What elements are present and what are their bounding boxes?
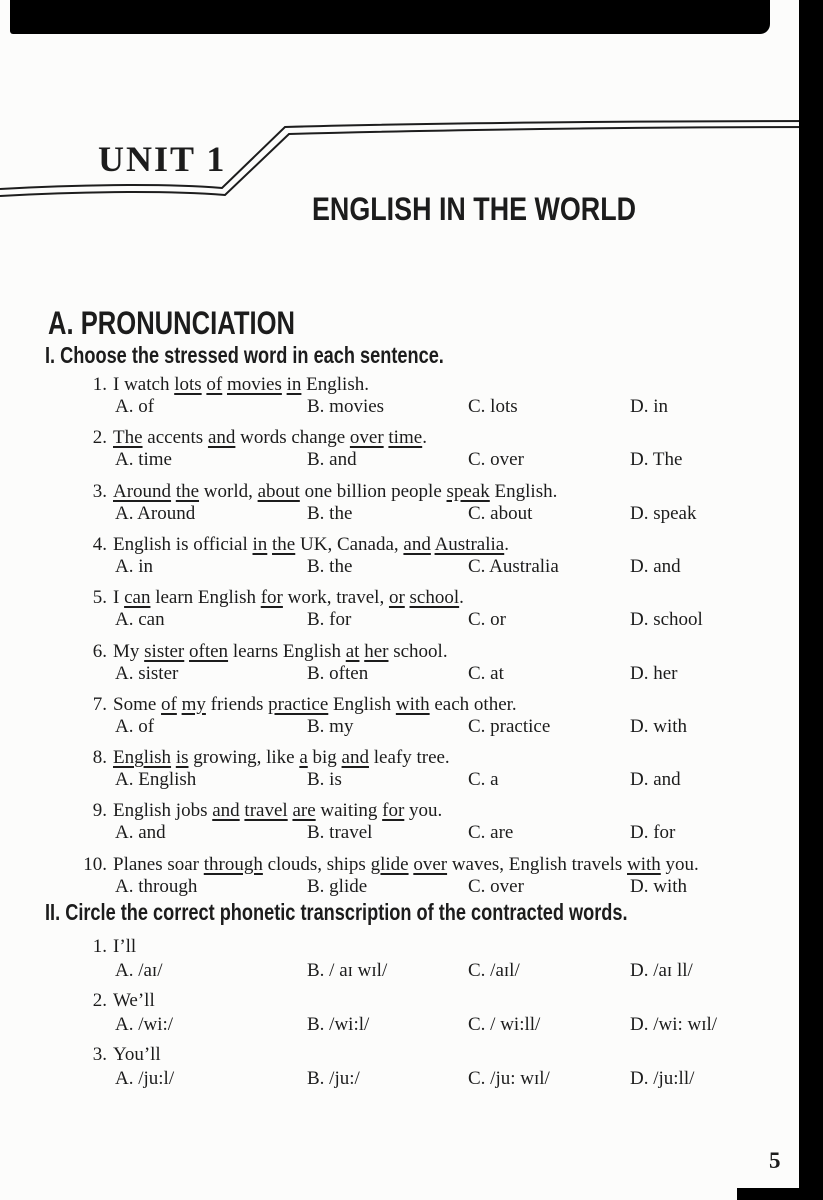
option-d: D. and [630,769,681,791]
option-d: D. with [630,715,687,737]
option-d: D. and [630,555,681,577]
option-a: A. /wi:/ [115,1014,174,1035]
scan-edge-top [10,0,770,34]
question-sentence-line [0,587,823,611]
question-number: 8. [92,747,107,769]
option-c: C. over [468,449,524,471]
option-a: A. through [115,875,198,897]
question-sentence: The accents and words change over time. [113,427,427,449]
question-sentence-line [0,1044,823,1068]
question [0,1044,823,1097]
option-c: C. / wi:ll/ [468,1014,541,1035]
option-a: A. sister [115,662,179,684]
question [0,374,823,427]
option-c: C. about [468,502,533,524]
option-b: B. the [307,555,353,577]
option-d: D. for [630,822,676,844]
option-c: C. or [468,609,506,631]
question [0,747,823,800]
option-d: D. /aɪ ll/ [630,960,693,981]
question-number: 3. [92,1044,107,1065]
question-number: 5. [92,587,107,609]
unit-label: UNIT 1 [98,139,227,179]
question-sentence-line [0,427,823,451]
question-options [0,822,823,846]
question [0,481,823,534]
question-options [0,396,823,420]
question [0,694,823,747]
option-d: D. /ju:ll/ [630,1068,695,1089]
question-sentence: I watch lots of movies in English. [113,374,369,395]
question [0,427,823,480]
question-number: 2. [92,427,107,449]
question-options [0,716,823,740]
question-options [0,1014,823,1038]
section-a-heading: A. PRONUNCIATION [48,305,295,341]
question-sentence: Around the world, about one billion people speak English. [113,480,558,502]
question-sentence-line [0,694,823,718]
option-b: B. movies [307,396,385,417]
option-c: C. over [468,875,524,897]
question [0,587,823,640]
question-number: 3. [92,480,107,502]
option-c: C. practice [468,715,551,737]
question-sentence: We’ll [113,990,155,1011]
question-options [0,556,823,580]
question-number: 4. [92,533,107,555]
question-sentence-line [0,534,823,558]
question [0,936,823,989]
page-title: ENGLISH IN THE WORLD [312,191,637,227]
question-sentence-line [0,854,823,878]
question-options [0,503,823,527]
question-options [0,1068,823,1092]
option-d: D. The [630,449,683,471]
question-number: 1. [92,374,107,395]
question-sentence: My sister often learns English at her school. [113,640,448,662]
option-d: D. school [630,609,703,631]
scan-edge-bottom [737,1188,823,1200]
question-options [0,960,823,984]
question-options [0,769,823,793]
question-number: 7. [92,693,107,715]
option-b: B. / aɪ wɪl/ [307,960,388,981]
scan-edge-right [799,0,823,1200]
question-options [0,876,823,900]
option-a: A. Around [115,502,196,524]
option-c: C. a [468,769,499,791]
question [0,641,823,694]
option-c: C. /aɪl/ [468,960,520,981]
question-number: 6. [92,640,107,662]
option-a: A. of [115,715,155,737]
question-sentence: I can learn English for work, travel, or school. [113,587,464,609]
question-sentence-line [0,374,823,398]
option-c: C. /ju: wɪl/ [468,1068,550,1089]
option-b: B. often [307,662,369,684]
question-sentence: Some of my friends practice English with each other. [113,693,517,715]
option-d: D. her [630,662,678,684]
option-d: D. with [630,875,687,897]
option-c: C. Australia [468,555,559,577]
question-options [0,609,823,633]
option-b: B. for [307,609,352,631]
question-sentence-line [0,800,823,824]
question [0,800,823,853]
question-sentence: English is official in the UK, Canada, and Australia. [113,533,509,555]
option-a: A. in [115,555,153,577]
option-b: B. /wi:l/ [307,1014,370,1035]
question-options [0,449,823,473]
question-sentence-line [0,990,823,1014]
option-b: B. and [307,449,357,471]
question-sentence-line [0,481,823,505]
question-sentence: English is growing, like a big and leafy tree. [113,747,450,769]
option-a: A. English [115,769,197,791]
question-sentence: You’ll [113,1044,161,1065]
option-a: A. /ju:l/ [115,1068,175,1089]
option-a: A. of [115,396,155,417]
part2-heading: II. Circle the correct phonetic transcription of the contracted words. [45,899,628,925]
option-a: A. /aɪ/ [115,960,163,981]
option-c: C. at [468,662,504,684]
question-sentence: English jobs and travel are waiting for you. [113,800,443,822]
option-c: C. lots [468,396,518,417]
option-b: B. /ju:/ [307,1068,360,1089]
option-b: B. travel [307,822,373,844]
page-number: 5 [769,1148,781,1173]
option-d: D. /wi: wɪl/ [630,1014,718,1035]
option-a: A. time [115,449,172,471]
option-b: B. my [307,715,354,737]
question-number: 10. [83,853,107,875]
question-sentence-line [0,936,823,960]
question-number: 2. [92,990,107,1011]
option-b: B. glide [307,875,368,897]
question-sentence: Planes soar through clouds, ships glide over waves, English travels with you. [113,853,699,875]
question [0,990,823,1043]
option-d: D. in [630,396,668,417]
option-b: B. the [307,502,353,524]
question-number: 9. [92,800,107,822]
option-b: B. is [307,769,342,791]
question-number: 1. [92,936,107,957]
question [0,534,823,587]
option-a: A. can [115,609,165,631]
option-a: A. and [115,822,166,844]
question-sentence: I’ll [113,936,137,957]
part1-heading: I. Choose the stressed word in each sentence. [45,342,444,368]
question-options [0,663,823,687]
option-d: D. speak [630,502,697,524]
option-c: C. are [468,822,514,844]
question-sentence-line [0,747,823,771]
question-sentence-line [0,641,823,665]
